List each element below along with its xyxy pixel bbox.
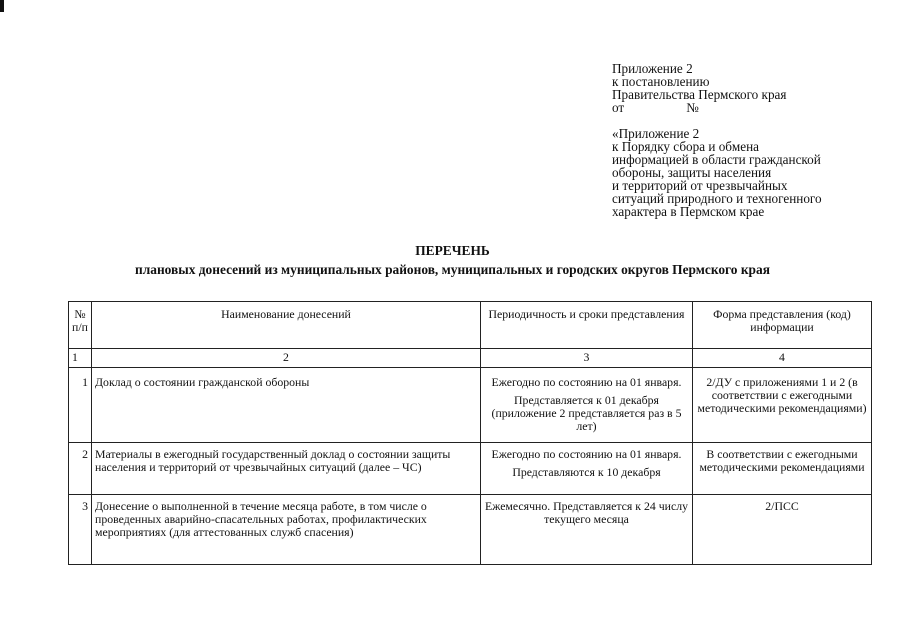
row-period-main: Ежемесячно. Представляется к 24 числу текущего месяца xyxy=(485,499,688,526)
appendix-date-label: от xyxy=(612,100,625,115)
column-number-row xyxy=(69,349,872,368)
row-period xyxy=(481,495,693,565)
appendix-inner-line: к Порядку сбора и обмена xyxy=(612,139,760,154)
row-form: В соответствии с ежегодными методическими рекомендациями xyxy=(693,443,872,495)
row-form: 2/ПСС xyxy=(693,495,872,565)
column-number: 4 xyxy=(693,349,872,368)
header-period: Периодичность и сроки представления xyxy=(481,302,693,349)
appendix-line: Приложение 2 xyxy=(612,61,693,76)
row-period-detail: Представляется к 01 декабря (приложение 2 представляется раз в 5 лет) xyxy=(491,393,682,433)
header-form: Форма представления (код) информации xyxy=(693,302,872,349)
column-number: 1 xyxy=(69,349,92,368)
document-subtitle: плановых донесений из муниципальных районов, муниципальных и городских округов Пермского края xyxy=(135,262,770,277)
appendix-number-sign: № xyxy=(686,100,699,115)
appendix-line: Правительства Пермского края xyxy=(612,87,787,102)
document-title: ПЕРЕЧЕНЬ xyxy=(415,243,490,258)
appendix-block xyxy=(612,62,822,218)
table-row xyxy=(69,495,872,565)
row-form: 2/ДУ с приложениями 1 и 2 (в соответствии с ежегодными методическими рекомендациями) xyxy=(693,368,872,443)
appendix-line: к постановлению xyxy=(612,74,710,89)
column-number: 2 xyxy=(92,349,481,368)
header-name: Наименование донесений xyxy=(92,302,481,349)
row-num: 2 xyxy=(69,443,92,495)
row-name: Донесение о выполненной в течение месяца работе, в том числе о проведенных аварийно-спасательных работах, профилактических мероприятиях (для аттестованных служб спасения) xyxy=(92,495,481,565)
row-name: Доклад о состоянии гражданской обороны xyxy=(92,368,481,443)
header-num: № п/п xyxy=(69,302,92,349)
appendix-inner-line: ситуаций природного и техногенного xyxy=(612,191,822,206)
table-row xyxy=(69,443,872,495)
scan-edge-mark xyxy=(0,0,4,12)
column-number: 3 xyxy=(481,349,693,368)
appendix-inner-line: «Приложение 2 xyxy=(612,126,700,141)
row-num: 1 xyxy=(69,368,92,443)
row-period xyxy=(481,368,693,443)
row-num: 3 xyxy=(69,495,92,565)
row-period-main: Ежегодно по состоянию на 01 января. xyxy=(491,375,682,389)
reports-table xyxy=(68,301,872,565)
appendix-inner-line: информацией в области гражданской xyxy=(612,152,821,167)
row-period-main: Ежегодно по состоянию на 01 января. xyxy=(491,447,682,461)
row-period-detail: Представляются к 10 декабря xyxy=(512,465,661,479)
row-name: Материалы в ежегодный государственный доклад о состоянии защиты населения и территорий от чрезвычайных ситуаций (далее – ЧС) xyxy=(92,443,481,495)
table-header-row xyxy=(69,302,872,349)
appendix-date-line xyxy=(612,101,822,114)
table-row xyxy=(69,368,872,443)
appendix-inner-line: характера в Пермском крае xyxy=(612,204,765,219)
appendix-inner-line: и территорий от чрезвычайных xyxy=(612,178,788,193)
appendix-inner-line: обороны, защиты населения xyxy=(612,165,772,180)
row-period xyxy=(481,443,693,495)
